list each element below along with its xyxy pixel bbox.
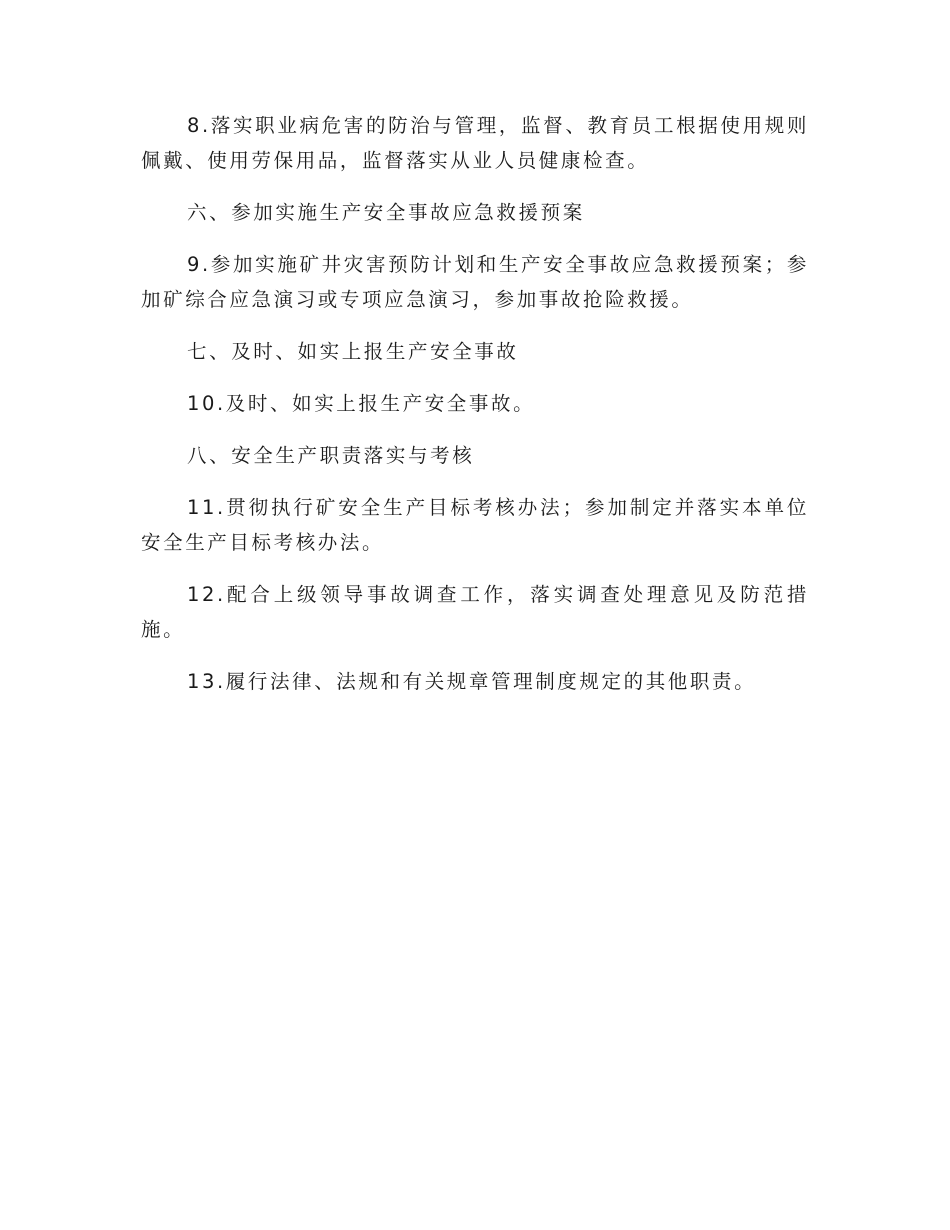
section-heading-7: 七、及时、如实上报生产安全事故 (187, 340, 519, 363)
section-heading-6: 六、参加实施生产安全事故应急救援预案 (187, 201, 585, 224)
duty-item-12: 12.配合上级领导事故调查工作，落实调查处理意见及防范措施。 (141, 583, 809, 641)
section-heading-8: 八、安全生产职责落实与考核 (187, 444, 475, 467)
duty-item-9: 9.参加实施矿井灾害预防计划和生产安全事故应急救援预案；参加矿综合应急演习或专项应急演习，参加事故抢险救援。 (141, 253, 809, 311)
duty-item-13: 13.履行法律、法规和有关规章管理制度规定的其他职责。 (187, 670, 757, 693)
duty-item-11: 11.贯彻执行矿安全生产目标考核办法；参加制定并落实本单位安全生产目标考核办法。 (141, 496, 809, 554)
duty-item-10: 10.及时、如实上报生产安全事故。 (187, 392, 536, 415)
duty-item-8: 8.落实职业病危害的防治与管理，监督、教育员工根据使用规则佩戴、使用劳保用品，监督落实从业人员健康检查。 (141, 114, 809, 172)
document-body (141, 108, 809, 716)
